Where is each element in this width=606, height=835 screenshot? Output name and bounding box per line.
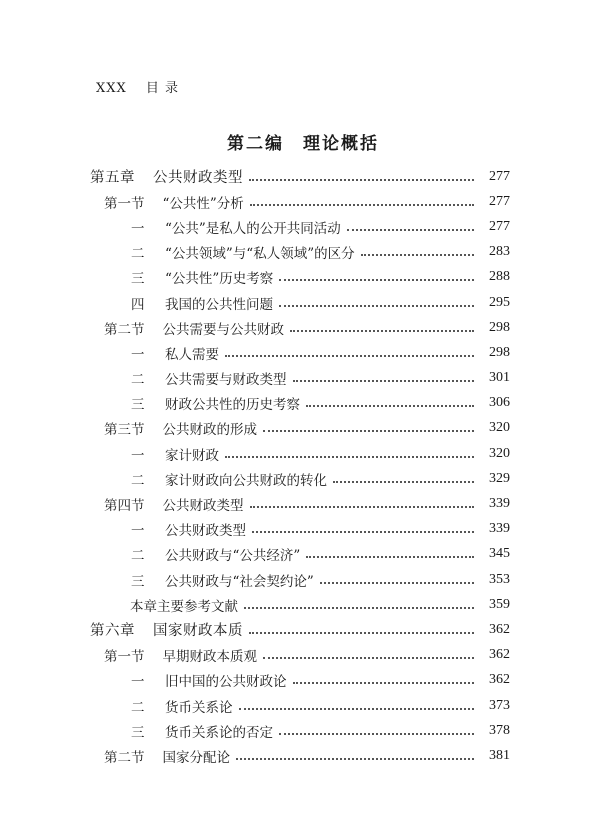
toc-page-number: 381 — [489, 747, 510, 763]
header-title: 目 录 — [145, 81, 180, 96]
toc-page-number: 277 — [489, 168, 510, 184]
toc-entry — [90, 416, 510, 441]
dot-leader — [252, 531, 474, 533]
toc-page-number: 277 — [489, 218, 510, 234]
toc-entry-text: 货币关系论的否定 — [165, 724, 273, 741]
toc-entry-label — [90, 746, 230, 766]
toc-entry-label — [90, 595, 238, 615]
toc-entry-label — [90, 217, 341, 237]
dot-leader — [263, 430, 474, 432]
toc-entry — [90, 693, 510, 718]
toc-entry-marker: 第一节 — [104, 195, 145, 212]
toc-entry-label — [90, 393, 300, 413]
toc-entry-text: “公共领域”与“私人领域”的区分 — [165, 246, 355, 263]
dot-leader — [249, 632, 474, 634]
toc-entry — [90, 240, 510, 265]
toc-entry-text: 公共财政的形成 — [162, 422, 257, 439]
toc-entry-text: 公共财政与“公共经济” — [165, 548, 301, 565]
toc-entry-label — [90, 418, 257, 438]
toc-entry — [90, 743, 510, 768]
toc-entry-text: 国家财政本质 — [153, 623, 243, 640]
toc-entry-label — [90, 368, 287, 388]
toc-entry-text: “公共”是私人的公开共同活动 — [165, 220, 341, 237]
dot-leader — [225, 456, 474, 458]
toc-entry-text: 私人需要 — [165, 346, 219, 363]
dot-leader — [293, 380, 475, 382]
toc-entry-marker: 一 — [131, 447, 145, 464]
toc-entry — [90, 617, 510, 642]
header-page-number: XXX — [96, 81, 127, 96]
toc-entry — [90, 189, 510, 214]
toc-entry-label — [90, 645, 257, 665]
dot-leader — [263, 657, 474, 659]
toc-entry — [90, 391, 510, 416]
toc-entry-text: 家计财政向公共财政的转化 — [165, 472, 327, 489]
toc-entry-marker: 三 — [131, 271, 145, 288]
toc-entry-text: 公共财政类型 — [165, 523, 246, 540]
toc-entry — [90, 517, 510, 542]
dot-leader — [250, 506, 475, 508]
toc-entry-label — [90, 696, 233, 716]
toc-entry — [90, 214, 510, 239]
toc-entry-label — [90, 670, 287, 690]
toc-page-number: 378 — [489, 722, 510, 738]
dot-leader — [290, 330, 474, 332]
running-header — [96, 77, 179, 96]
toc-entry-text: 旧中国的公共财政论 — [165, 674, 287, 691]
toc-entry-label — [90, 469, 327, 489]
toc-page-number: 353 — [489, 571, 510, 587]
toc-entry-marker: 第三节 — [104, 422, 145, 439]
dot-leader — [249, 179, 474, 181]
toc-entry — [90, 491, 510, 516]
dot-leader — [225, 355, 474, 357]
toc-entry-text: 公共需要与财政类型 — [165, 372, 287, 389]
toc-page-number: 329 — [489, 470, 510, 486]
toc-page-number: 320 — [489, 420, 510, 436]
dot-leader — [244, 607, 474, 609]
toc-entry-text: 公共需要与公共财政 — [162, 321, 284, 338]
toc-page-number: 345 — [489, 546, 510, 562]
toc-entry-label — [90, 544, 300, 564]
toc-entry-text: “公共性”分析 — [162, 195, 244, 212]
toc-page-number: 306 — [489, 395, 510, 411]
toc-entry-text: “公共性”历史考察 — [165, 271, 274, 288]
toc-entry-marker: 三 — [131, 573, 145, 590]
toc-entry-marker: 第六章 — [90, 623, 135, 640]
toc-entry — [90, 567, 510, 592]
toc-entry — [90, 290, 510, 315]
dot-leader — [361, 254, 474, 256]
toc-entry-marker: 二 — [131, 372, 145, 389]
toc-page-number: 362 — [489, 621, 510, 637]
toc-entry — [90, 718, 510, 743]
toc-entry — [90, 265, 510, 290]
dot-leader — [347, 229, 474, 231]
toc-page-number: 283 — [489, 244, 510, 260]
toc-entry-marker: 一 — [131, 523, 145, 540]
toc-entry-label — [90, 343, 219, 363]
dot-leader — [239, 708, 475, 710]
toc-entry-text: 公共财政类型 — [162, 498, 244, 515]
toc-entry — [90, 366, 510, 391]
toc-entry-label — [90, 519, 246, 539]
toc-page-number: 295 — [489, 294, 510, 310]
toc-entry-text: 公共财政类型 — [153, 170, 243, 187]
toc-entry-marker: 一 — [131, 220, 145, 237]
toc-entry-marker: 一 — [131, 346, 145, 363]
toc-entry-text: 我国的公共性问题 — [165, 296, 273, 313]
toc-entry-marker: 二 — [131, 246, 145, 263]
dot-leader — [279, 279, 474, 281]
dot-leader — [279, 305, 474, 307]
toc-entry-text: 财政公共性的历史考察 — [165, 397, 300, 414]
toc-page-number: 320 — [489, 445, 510, 461]
toc-entry-label — [90, 318, 284, 338]
toc-entry-text: 本章主要参考文献 — [130, 598, 238, 615]
toc-entry-label — [90, 570, 314, 590]
dot-leader — [333, 481, 474, 483]
toc-entry-label — [90, 444, 219, 464]
toc-entry — [90, 592, 510, 617]
dot-leader — [236, 758, 474, 760]
toc-entry-marker: 第二节 — [104, 749, 145, 766]
toc-entry-text: 国家分配论 — [162, 749, 230, 766]
toc-entry-marker: 第二节 — [104, 321, 145, 338]
toc-page-number: 288 — [489, 269, 510, 285]
toc-entry-label — [90, 242, 355, 262]
toc-entry-marker: 第四节 — [104, 498, 145, 515]
toc-entry-marker: 第一节 — [104, 649, 145, 666]
dot-leader — [293, 682, 475, 684]
toc-page-number: 339 — [489, 521, 510, 537]
toc-entry-label — [90, 166, 243, 187]
toc-entry-text: 早期财政本质观 — [162, 649, 257, 666]
toc-entry-label — [90, 267, 273, 287]
toc-page-number: 298 — [489, 344, 510, 360]
dot-leader — [306, 556, 474, 558]
toc-entry — [90, 340, 510, 365]
toc-entry — [90, 441, 510, 466]
toc-entry — [90, 643, 510, 668]
toc-entry-label — [90, 494, 244, 514]
toc-entry — [90, 466, 510, 491]
toc-page-number: 362 — [489, 672, 510, 688]
toc-entry-marker: 三 — [131, 397, 145, 414]
toc-page-number: 339 — [489, 496, 510, 512]
toc-entry-marker: 二 — [131, 472, 145, 489]
toc-page-number: 277 — [489, 193, 510, 209]
toc-entry-label — [90, 192, 244, 212]
part-title: 第二编 理论概括 — [227, 134, 379, 154]
toc-page-number: 301 — [489, 370, 510, 386]
toc-page-number: 359 — [489, 596, 510, 612]
toc-entry-text: 家计财政 — [165, 447, 219, 464]
toc-entry — [90, 542, 510, 567]
toc-page-number: 373 — [489, 697, 510, 713]
toc-entry-label — [90, 293, 273, 313]
toc-entry-marker: 二 — [131, 548, 145, 565]
dot-leader — [250, 204, 474, 206]
dot-leader — [279, 733, 474, 735]
table-of-contents — [90, 164, 510, 769]
toc-entry — [90, 315, 510, 340]
toc-page-number: 298 — [489, 319, 510, 335]
toc-entry-marker: 二 — [131, 699, 145, 716]
dot-leader — [306, 405, 474, 407]
toc-entry-marker: 一 — [131, 674, 145, 691]
toc-entry — [90, 668, 510, 693]
toc-entry-label — [90, 619, 243, 640]
toc-entry-label — [90, 721, 273, 741]
toc-entry-marker: 四 — [131, 296, 145, 313]
dot-leader — [320, 582, 474, 584]
toc-entry-text: 公共财政与“社会契约论” — [165, 573, 314, 590]
toc-page-number: 362 — [489, 647, 510, 663]
toc-entry-text: 货币关系论 — [165, 699, 233, 716]
toc-entry-marker: 三 — [131, 724, 145, 741]
toc-entry-marker: 第五章 — [90, 170, 135, 187]
toc-entry — [90, 164, 510, 189]
